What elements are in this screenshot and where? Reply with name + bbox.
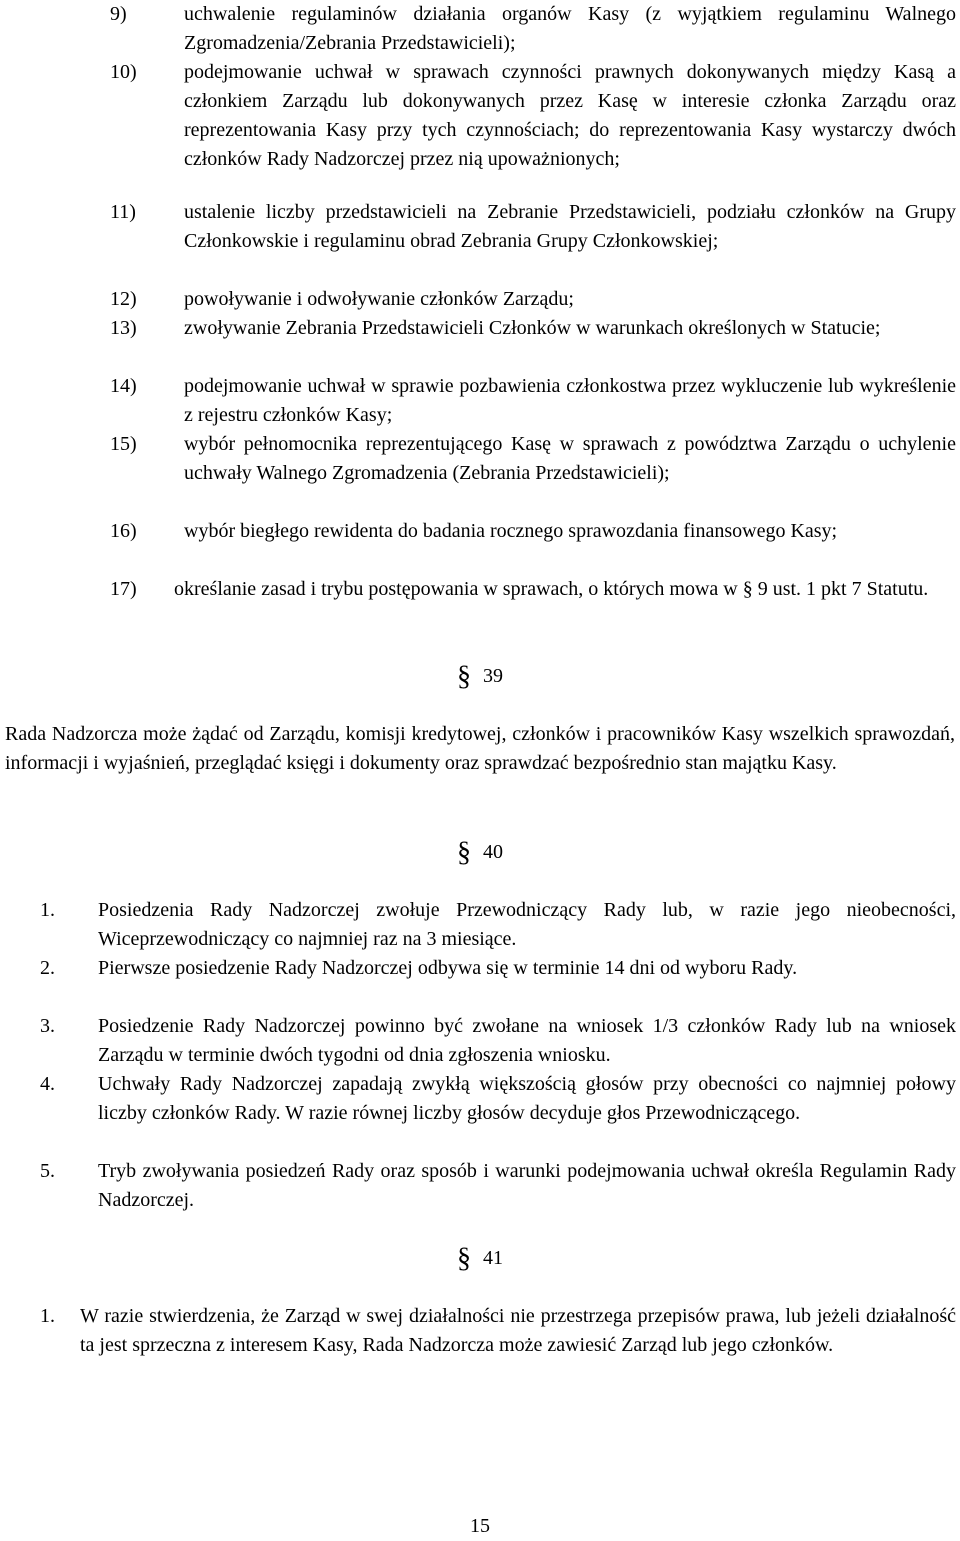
list-item-text: Pierwsze posiedzenie Rady Nadzorczej odbywa się w terminie 14 dni od wyboru Rady. [98, 957, 798, 979]
section-number: 39 [483, 665, 503, 687]
list-item-number: 2. [40, 957, 55, 979]
list-item-text: określanie zasad i trybu postępowania w sprawach, o których mowa w § 9 ust. 1 pkt 7 Statutu. [174, 578, 929, 600]
list-item [110, 0, 956, 58]
list-item-text: podejmowanie uchwał w sprawie pozbawienia członkostwa przez wykluczenie lub wykreślenie z rejestru członków Kasy; [184, 375, 956, 426]
list-item [110, 430, 956, 488]
list-item-text: uchwalenie regulaminów działania organów Kasy (z wyjątkiem regulaminu Walnego Zgromadzenia/Zebrania Przedstawicieli); [184, 3, 956, 54]
section-sign: § [457, 837, 471, 868]
section-number: 41 [483, 1247, 503, 1269]
list-item-number: 13) [110, 317, 137, 339]
list-item-number: 14) [110, 375, 137, 397]
list-item [110, 314, 956, 343]
list-item [40, 896, 956, 954]
list-item [40, 1070, 956, 1128]
list-item-number: 4. [40, 1073, 55, 1095]
list-item-text: Posiedzenia Rady Nadzorczej zwołuje Przewodniczący Rady lub, w razie jego nieobecności, Wiceprzewodniczący co najmniej raz na 3 miesiące. [98, 899, 956, 950]
list-item-text: wybór pełnomocnika reprezentującego Kasę w sprawach z powództwa Zarządu o uchylenie uchwały Walnego Zgromadzenia (Zebrania Przedstawicieli); [184, 433, 956, 484]
section-heading-40 [0, 838, 960, 867]
list-item-text: Tryb zwoływania posiedzeń Rady oraz sposób i warunki podejmowania uchwał określa Regulamin Rady Nadzorczej. [98, 1160, 956, 1211]
list-item [40, 1157, 956, 1215]
section-sign: § [457, 661, 471, 692]
list-item [110, 575, 956, 604]
section-number: 40 [483, 841, 503, 863]
list-item-number: 12) [110, 288, 137, 310]
list-item [40, 1302, 956, 1360]
list-item-text: zwoływanie Zebrania Przedstawicieli Członków w warunkach określonych w Statucie; [184, 317, 881, 339]
list-item [110, 285, 956, 314]
list-item-number: 9) [110, 3, 127, 25]
section-heading-41 [0, 1244, 960, 1273]
list-item-text: Uchwały Rady Nadzorczej zapadają zwykłą większością głosów przy obecności co najmniej połowy liczby członków Rady. W razie równej liczby głosów decyduje głos Przewodniczącego. [98, 1073, 956, 1124]
paragraph: Rada Nadzorcza może żądać od Zarządu, komisji kredytowej, członków i pracowników Kasy wszelkich sprawozdań, informacji i wyjaśnień, przeglądać księgi i dokumenty oraz sprawdzać bezpośrednio stan majątku Kasy. [5, 723, 955, 774]
list-item-text: wybór biegłego rewidenta do badania rocznego sprawozdania finansowego Kasy; [184, 520, 838, 542]
list-item-text: W razie stwierdzenia, że Zarząd w swej działalności nie przestrzega przepisów prawa, lub jeżeli działalność ta jest sprzeczna z interesem Kasy, Rada Nadzorcza może zawiesić Zarząd lub jego członków. [80, 1305, 956, 1356]
list-item-text: podejmowanie uchwał w sprawach czynności prawnych dokonywanych między Kasą a członkiem Zarządu lub dokonywanych przez Kasę w interesie członka Zarządu oraz reprezentowania Kasy przy tych czynnościach; do reprezentowania Kasy wystarczy dwóch członków Rady Nadzorczej przez nią upoważnionych; [184, 61, 956, 170]
list-item-text: ustalenie liczby przedstawicieli na Zebranie Przedstawicieli, podziału członków na Grupy Członkowskie i regulaminu obrad Zebrania Grupy Członkowskiej; [184, 201, 956, 252]
list-item [110, 372, 956, 430]
list-item-text: Posiedzenie Rady Nadzorczej powinno być zwołane na wniosek 1/3 członków Rady lub na wniosek Zarządu w terminie dwóch tygodni od dnia zgłoszenia wniosku. [98, 1015, 956, 1066]
list-item-number: 17) [110, 578, 137, 600]
list-item [110, 517, 956, 546]
list-item-text: powoływanie i odwoływanie członków Zarządu; [184, 288, 574, 310]
section-sign: § [457, 1243, 471, 1274]
list-item-number: 1. [40, 899, 55, 921]
list-item-number: 5. [40, 1160, 55, 1182]
list-item [40, 1012, 956, 1070]
list-item [40, 954, 956, 983]
section-heading-39 [0, 662, 960, 691]
list-item-number: 15) [110, 433, 137, 455]
list-item-number: 10) [110, 61, 137, 83]
list-item [110, 58, 956, 174]
list-item-number: 16) [110, 520, 137, 542]
list-item-number: 1. [40, 1305, 55, 1327]
list-item-number: 11) [110, 201, 136, 223]
list-item [110, 198, 956, 256]
list-item-number: 3. [40, 1015, 55, 1037]
page-number: 15 [470, 1515, 490, 1537]
